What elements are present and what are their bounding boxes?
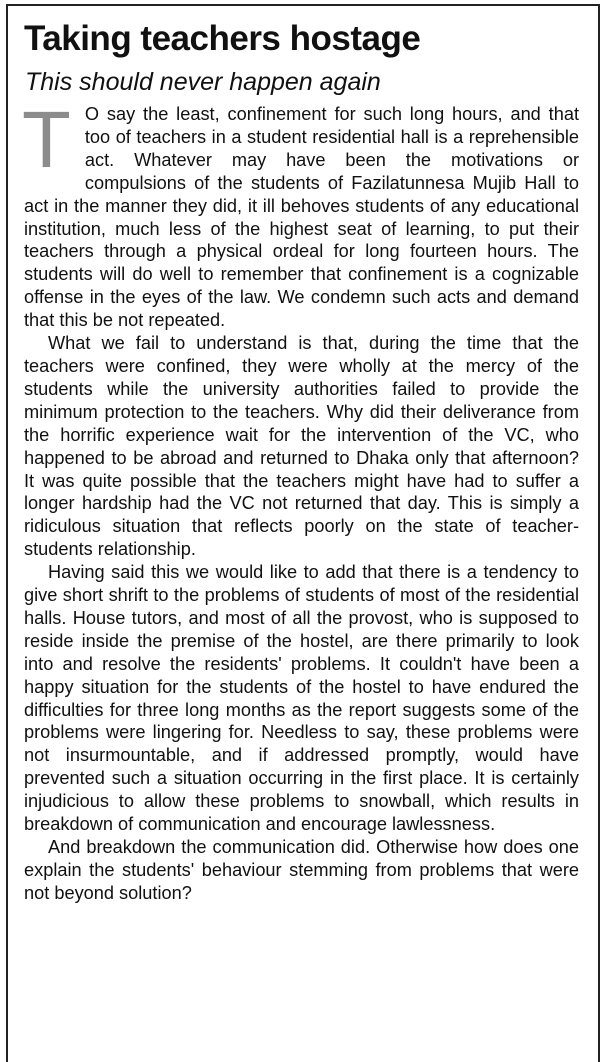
paragraph-2: What we fail to understand is that, during the time that the teachers were confined, they were wholly at the mercy of the students while the university authorities failed to provide the minimum protection to the teachers. Why did their deliverance from the horrific experience wait for the intervention of the VC, who happened to be abroad and returned to Dhaka only that afternoon? It was quite possible that the teachers might have had to suffer a longer hardship had the VC not returned that day. This is simply a ridiculous situation that reflects poorly on the state of teacher-students relationship. bbox=[24, 333, 579, 560]
drop-cap: T bbox=[22, 95, 71, 184]
article-body bbox=[22, 95, 579, 905]
subheadline: This should never happen again bbox=[25, 68, 381, 96]
paragraph-1 bbox=[22, 95, 579, 332]
paragraph-3: Having said this we would like to add that there is a tendency to give short shrift to the problems of students of most of the residential halls. House tutors, and most of all the provost, who is supposed to reside inside the premise of the hostel, are there primarily to look into and resolve the residents' problems. It couldn't have been a happy situation for the students of the hostel to have endured the difficulties for three long months as the report suggests some of the problems were lingering for. Needless to say, these problems were not insurmountable, and if addressed promptly, would have prevented such a situation occurring in the first place. It is certainly injudicious to allow these problems to snowball, which results in breakdown of communication and encourage lawlessness. bbox=[24, 562, 579, 835]
headline: Taking teachers hostage bbox=[24, 19, 421, 58]
top-rule-gap bbox=[276, 6, 364, 9]
paragraph-1-text: O say the least, confinement for such long hours, and that too of teachers in a student residential hall is a reprehensible act. Whatever may have been the motivations or compulsions of the students of Fazilatunnesa Mujib Hall to act in the manner they did, it ill behoves students of any educational institution, much less of the highest seat of learning, to put their teachers through a physical ordeal for long fourteen hours. The students will do well to remember that confinement is a cognizable offense in the eyes of the law. We condemn such acts and demand that this be not repeated. bbox=[24, 104, 579, 331]
paragraph-4: And breakdown the communication did. Otherwise how does one explain the students' behaviour stemming from problems that were not beyond solution? bbox=[24, 837, 579, 903]
